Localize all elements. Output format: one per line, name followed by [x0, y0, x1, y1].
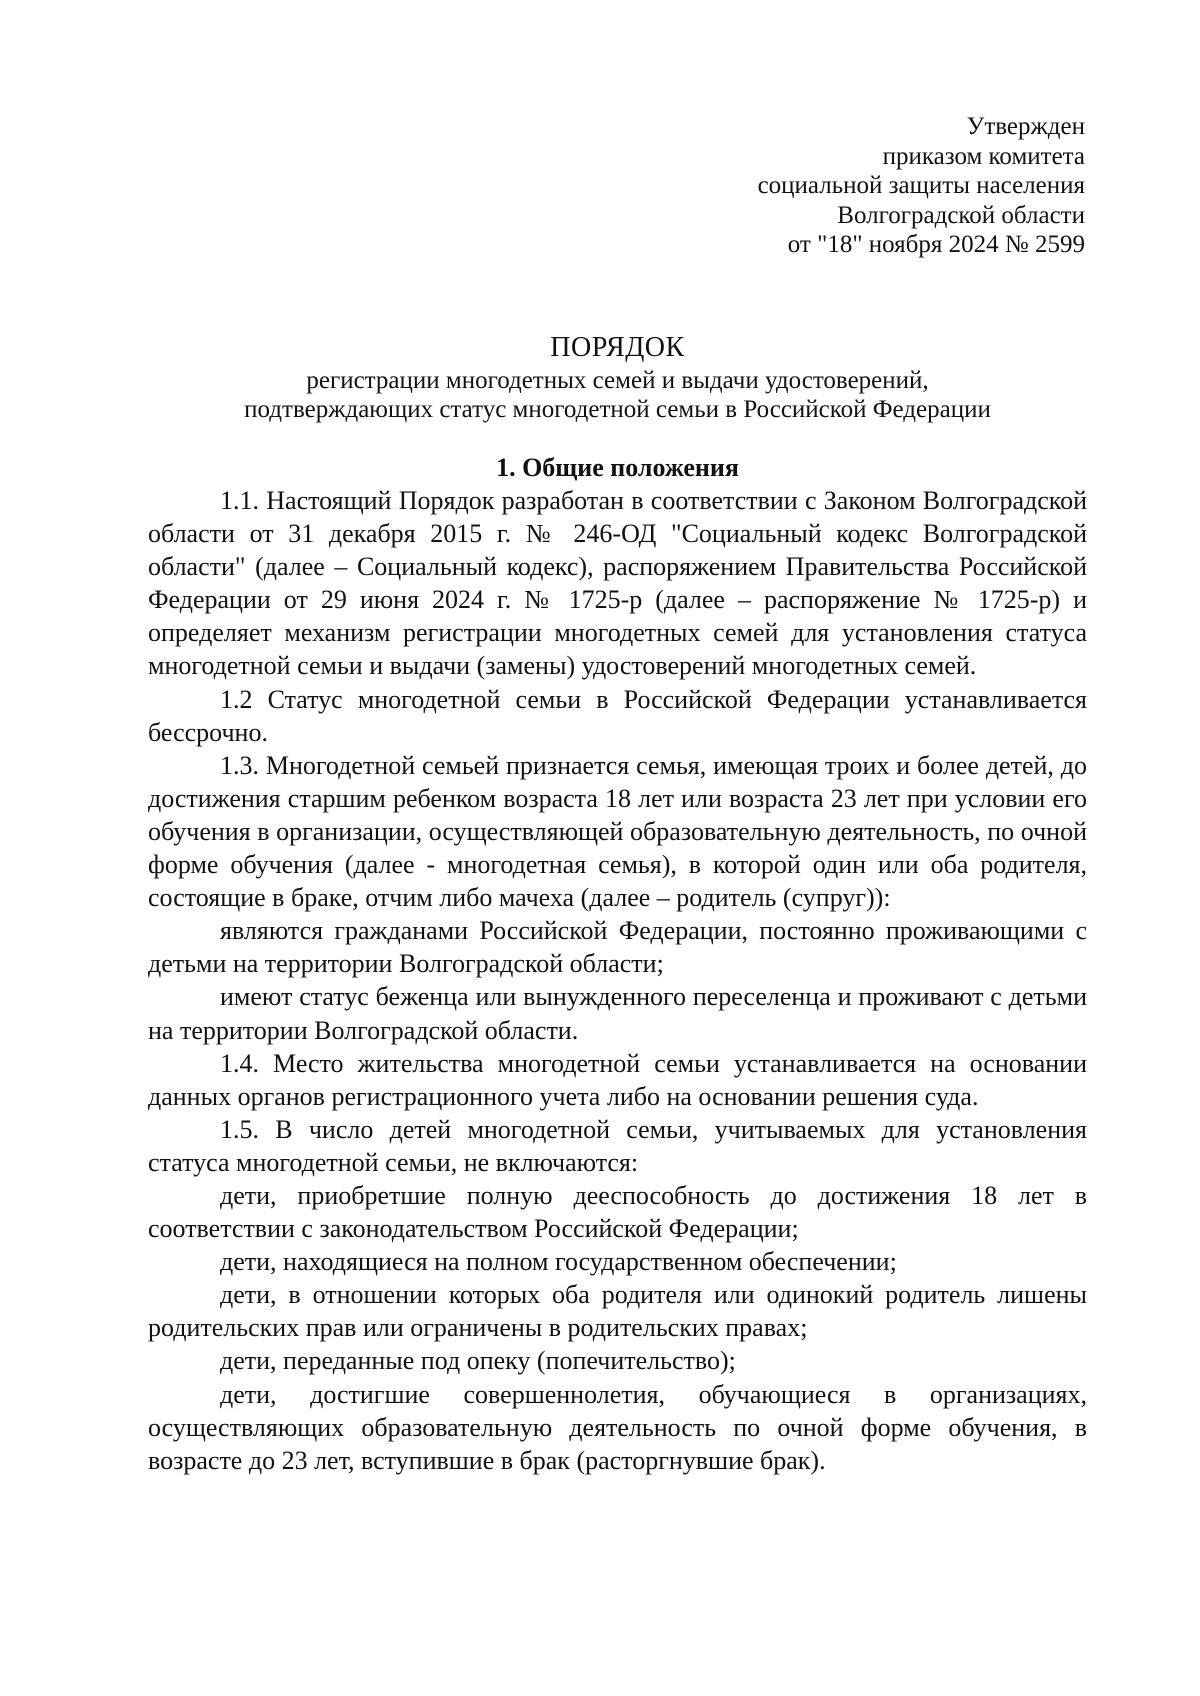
document-subtitle-line: подтверждающих статус многодетной семьи в Российской Федерации — [244, 396, 991, 423]
paragraph: дети, достигшие совершеннолетия, обучающиеся в организациях, осуществляющих образовательную деятельность по очной форме обучения, в возрасте до 23 лет, вступившие в брак (расторгнувшие брак). — [148, 1379, 1087, 1475]
section-heading: 1. Общие положения — [496, 453, 739, 482]
paragraph: 1.5. В число детей многодетной семьи, учитываемых для установления статуса многодетной семьи, не включаются: — [148, 1114, 1087, 1177]
paragraph: 1.2 Статус многодетной семьи в Российской Федерации устанавливается бессрочно. — [148, 684, 1087, 747]
paragraph: дети, переданные под опеку (попечительство); — [220, 1346, 736, 1376]
paragraph: дети, в отношении которых оба родителя или одинокий родитель лишены родительских прав или ограничены в родительских правах; — [148, 1280, 1087, 1343]
paragraph: дети, находящиеся на полном государственном обеспечении; — [220, 1247, 897, 1277]
approval-line: Утвержден — [966, 113, 1085, 140]
paragraph: 1.4. Место жительства многодетной семьи устанавливается на основании данных органов регистрационного учета либо на основании решения суда. — [148, 1048, 1087, 1111]
paragraph: дети, приобретшие полную дееспособность до достижения 18 лет в соответствии с законодательством Российской Федерации; — [148, 1180, 1087, 1244]
paragraph: имеют статус беженца или вынужденного переселенца и проживают с детьми на территории Волгоградской области. — [148, 982, 1087, 1045]
title-block — [150, 330, 1085, 424]
section-body — [148, 484, 1087, 1477]
paragraph: 1.1. Настоящий Порядок разработан в соответствии с Законом Волгоградской области от 31 декабря 2015 г. № 246-ОД "Социальный кодекс Волгоградской области" (далее – Социальный кодекс), распоряжением Правительства Российской Федерации от 29 июня 2024 г. № 1725-р (далее – распоряжение № 1725-р) и определяет механизм регистрации многодетных семей для установления статуса многодетной семьи и выдачи (замены) удостоверений многодетных семей. — [148, 486, 1087, 681]
document-title: ПОРЯДОК — [550, 332, 685, 363]
approval-line: приказом комитета — [882, 142, 1085, 170]
paragraph: являются гражданами Российской Федерации, постоянно проживающими с детьми на территории Волгоградской области; — [148, 916, 1087, 979]
approval-block — [758, 112, 1085, 260]
document-subtitle-line: регистрации многодетных семей и выдачи удостоверений, — [306, 367, 929, 394]
approval-line: Волгоградской области — [837, 201, 1085, 229]
paragraph: 1.3. Многодетной семьей признается семья, имеющая троих и более детей, до достижения старшим ребенком возраста 18 лет или возраста 23 лет при условии его обучения в организации, осуществляющей образовательную деятельность, по очной форме обучения (далее - многодетная семья), в которой один или оба родителя, состоящие в браке, отчим либо мачеха (далее – родитель (супруг)): — [148, 750, 1087, 913]
approval-line: социальной защиты населения — [757, 172, 1085, 199]
approval-date-line: от "18" ноября 2024 № 2599 — [787, 231, 1085, 258]
